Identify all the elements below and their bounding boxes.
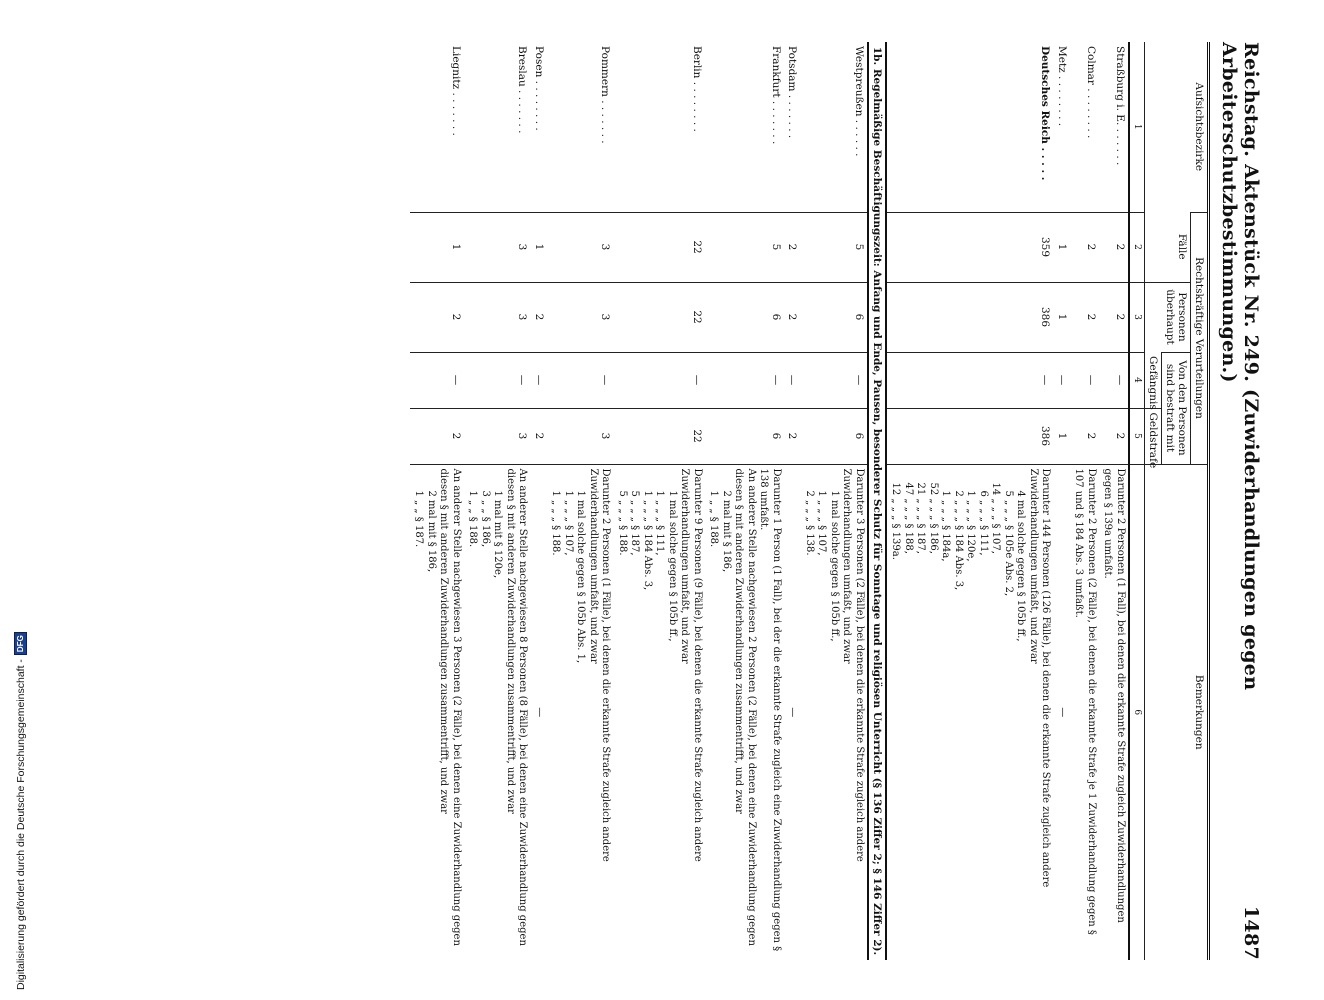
cell-personen: 3 [464, 282, 531, 352]
table-row [801, 42, 869, 960]
district-name: Straßburg i. E. . . . . . . [1114, 46, 1126, 166]
table-body-b [410, 42, 868, 960]
cell-personen: 2 [410, 282, 464, 352]
remark-line: An anderer Stelle nachgewiesen 8 Personen (8 Fälle), bei denen eine Zuwiderhandlung gegen diesen § mit anderen Zuwiderhandlungen zusammentrifft, und zwar [505, 468, 529, 946]
header-personen: Personen überhaupt [1145, 282, 1191, 352]
table-row [614, 42, 706, 960]
cell-personen: 6 [705, 282, 784, 352]
cell-faelle: 1 [531, 212, 548, 282]
cell-personen: 2 [1070, 282, 1099, 352]
cell-faelle: 5 [801, 212, 869, 282]
header-faelle: Fälle [1145, 212, 1191, 282]
cell-faelle: 1 [410, 212, 464, 282]
cell-personen: 2 [784, 282, 801, 352]
cell-personen: 2 [1099, 282, 1129, 352]
district-name: Frankfurt . . . . . . . [770, 46, 782, 145]
remark-line: 1 „ „ § 187. [413, 490, 425, 548]
cell-faelle: 22 [614, 212, 706, 282]
remark-line: 1 „ „ § 188. [467, 490, 479, 548]
cell-gefaengnis: — [547, 352, 614, 408]
remark-line: 2 mal mit § 186, [426, 490, 437, 573]
table-body-a [886, 42, 1129, 960]
table-row [464, 42, 531, 960]
cell-faelle: 1 [1054, 212, 1071, 282]
remark-line: Darunter 2 Personen (1 Fall), bei denen die erkannte Strafe zugleich Zuwiderhandlungen gegen § 139a umfaßt. [1102, 468, 1126, 923]
cell-gefaengnis: — [705, 352, 784, 408]
page-title: Reichstag. Aktenstück Nr. 249. (Zuwiderhandlungen gegen Arbeiterschutzbestimmungen.) [1218, 42, 1262, 691]
remarks-cell [410, 464, 464, 960]
remark-line: 6 „ „ „ § 111, [978, 490, 989, 556]
remark-line: 47 „ „ „ § 188, [903, 482, 914, 554]
remark-line: 5 „ „ „ § 105e Abs. 2, [1003, 490, 1014, 597]
column-number: 3 [1129, 282, 1145, 352]
cell-gefaengnis: — [1054, 352, 1071, 408]
remarks-cell [705, 464, 784, 960]
section-b-header [868, 42, 886, 960]
column-number: 6 [1129, 464, 1145, 960]
district-name: Deutsches Reich . . . . . [1039, 46, 1052, 181]
dfg-logo: DFG [14, 632, 27, 655]
column-numbers [1129, 42, 1145, 960]
remark-line: 5 „ „ „ § 188. [617, 490, 628, 556]
cell-personen: 22 [614, 282, 706, 352]
cell-geldstrafe: 22 [614, 408, 706, 464]
cell-personen: 2 [531, 282, 548, 352]
remarks-cell [1099, 464, 1129, 960]
district-name: Westpreußen . . . . . . [853, 46, 865, 157]
remark-line: 3 „ „ § 186, [480, 490, 491, 548]
cell-geldstrafe: 3 [464, 408, 531, 464]
header-geldstrafe: Geldstrafe [1145, 408, 1162, 464]
cell-faelle: 3 [547, 212, 614, 282]
district-name: Colmar . . . . . . . . [1085, 46, 1097, 139]
cell-geldstrafe: 1 [1054, 408, 1071, 464]
cell-geldstrafe: 3 [547, 408, 614, 464]
remark-line: 1 mal solche gegen § 105b Abs. 1, [575, 490, 587, 664]
remark-line: Darunter 1 Person (1 Fall), bei der die erkannte Strafe zugleich eine Zuwiderhandlung gegen § 138 umfaßt. [758, 468, 782, 952]
cell-gefaengnis: — [886, 352, 1054, 408]
cell-personen: 1 [1054, 282, 1071, 352]
remark-line: Darunter 144 Personen (126 Fälle), bei denen die erkannte Strafe zugleich andere Zuwiderhandlungen umfaßt, und zwar [1028, 468, 1052, 888]
header-gefaengnis: Gefängnis [1145, 352, 1162, 408]
cell-faelle: 359 [886, 212, 1054, 282]
cell-geldstrafe: 2 [1070, 408, 1099, 464]
cell-gefaengnis: — [801, 352, 869, 408]
cell-geldstrafe: 2 [531, 408, 548, 464]
cell-geldstrafe: 6 [705, 408, 784, 464]
cell-faelle: 3 [464, 212, 531, 282]
column-number: 5 [1129, 408, 1145, 464]
convictions-table [410, 42, 1207, 960]
cell-geldstrafe: 2 [784, 408, 801, 464]
page-header [1218, 42, 1262, 960]
remarks-cell [784, 464, 801, 960]
footer-credit [14, 632, 27, 990]
cell-personen: 6 [801, 282, 869, 352]
remark-line: 1 „ „ „ § 107, [563, 490, 574, 556]
header-rule [1207, 42, 1210, 960]
remark-line: 1 „ „ „ § 188. [550, 490, 562, 556]
remark-line: 14 „ „ „ § 107, [990, 482, 1002, 554]
table-row [1070, 42, 1099, 960]
remark-line: 12 „ „ „ § 139a. [890, 482, 902, 560]
table-row [410, 42, 464, 960]
remark-line: 2 „ „ „ § 138. [804, 490, 815, 556]
table-row [1054, 42, 1071, 960]
district-name: Potsdam . . . . . . . [786, 46, 799, 139]
remarks-cell [886, 464, 1054, 960]
cell-gefaengnis: — [784, 352, 801, 408]
remark-line: An anderer Stelle nachgewiesen 3 Personen (2 Fälle), bei denen eine Zuwiderhandlung gegen diesen § mit anderen Zuwiderhandlungen zusammentrifft, und zwar [438, 468, 462, 946]
header-bestraft-mit: Von den Personen sind bestraft mit [1162, 352, 1191, 464]
remark-line: — [787, 707, 799, 718]
cell-geldstrafe: 2 [410, 408, 464, 464]
remark-line: 1 mal solche gegen § 105b ff., [829, 490, 840, 642]
remark-line: — [1057, 707, 1068, 718]
district-name: Berlin . . . . . . . . [691, 46, 703, 132]
remark-line: 5 „ „ „ § 187, [629, 490, 641, 556]
column-number: 1 [1129, 42, 1145, 212]
table-row [705, 42, 784, 960]
cell-geldstrafe: 2 [1099, 408, 1129, 464]
cell-personen: 386 [886, 282, 1054, 352]
remark-line: 21 „ „ „ § 187, [915, 482, 927, 554]
remarks-cell [531, 464, 548, 960]
remarks-cell [547, 464, 614, 960]
table-row [784, 42, 801, 960]
cell-gefaengnis: — [1070, 352, 1099, 408]
district-name: Metz . . . . . . . . [1056, 46, 1068, 127]
remark-line: 1 „ „ „ § 184a, [940, 490, 952, 562]
remarks-cell [1070, 464, 1099, 960]
remark-line: 2 mal mit § 186, [721, 490, 732, 573]
remark-line: 1 mal mit § 120e, [492, 490, 504, 579]
remark-line: 52 „ „ „ § 186, [928, 482, 939, 554]
footer-text: Digitalisierung gefördert durch die Deutsche Forschungsgemeinschaft - [14, 659, 27, 990]
remark-line: Darunter 3 Personen (2 Fälle), bei denen die erkannte Strafe zugleich andere Zuwiderhandlungen umfaßt, und zwar [841, 468, 865, 862]
column-number: 4 [1129, 352, 1145, 408]
cell-faelle: 2 [784, 212, 801, 282]
remark-line: 1 mal solche gegen § 105b ff., [667, 490, 678, 642]
cell-faelle: 5 [705, 212, 784, 282]
district-name: Breslau . . . . . . . [516, 46, 529, 134]
remark-line: An anderer Stelle nachgewiesen 2 Personen (2 Fälle), bei denen eine Zuwiderhandlung gegen diesen § mit anderen Zuwiderhandlungen zusammentrifft, und zwar [733, 468, 757, 946]
header-aufsichtsbezirke: Aufsichtsbezirke [1145, 42, 1208, 212]
remark-line: 1 „ „ „ § 120e, [965, 490, 977, 562]
column-number: 2 [1129, 212, 1145, 282]
cell-gefaengnis: — [464, 352, 531, 408]
table-row [1099, 42, 1129, 960]
cell-geldstrafe: 6 [801, 408, 869, 464]
cell-gefaengnis: — [531, 352, 548, 408]
header-bemerkungen: Bemerkungen [1145, 464, 1208, 960]
remark-line: 1 „ „ „ § 111, [654, 490, 666, 556]
cell-faelle: 2 [1099, 212, 1129, 282]
page-number: 1487 [1240, 905, 1262, 960]
remark-line: Darunter 2 Personen (1 Fälle), bei denen die erkannte Strafe zugleich andere Zuwiderhandlungen umfaßt, und zwar [588, 468, 612, 862]
remarks-cell [801, 464, 869, 960]
remarks-cell [614, 464, 706, 960]
remarks-cell [464, 464, 531, 960]
table-row [886, 42, 1054, 960]
remark-line: 1 „ „ „ § 184 Abs. 3, [642, 490, 653, 591]
district-name: Liegnitz . . . . . . . [450, 46, 462, 136]
district-name: Pommern . . . . . . . [599, 46, 612, 144]
cell-gefaengnis: — [614, 352, 706, 408]
cell-geldstrafe: 386 [886, 408, 1054, 464]
remark-line: 4 mal solche gegen § 105b ff., [1015, 490, 1027, 642]
remark-line: Darunter 2 Personen (2 Fälle), bei denen die erkannte Strafe je 1 Zuwiderhandlung gegen § 107 und § 184 Abs. 3 umfaßt. [1073, 468, 1097, 935]
table-row [547, 42, 614, 960]
remark-line: — [534, 707, 545, 718]
remark-line: 1 „ „ „ § 107, [816, 490, 828, 556]
cell-gefaengnis: — [410, 352, 464, 408]
section-title: 1b. Regelmäßige Beschäftigungszeit: Anfang und Ende, Pausen, besonderer Schutz für Sonntage und religiösen Unterricht (§ 136 Ziffer 2; § 146 Ziffer 2). [868, 42, 886, 960]
remark-line: 1 „ „ § 188. [708, 490, 720, 548]
cell-gefaengnis: — [1099, 352, 1129, 408]
cell-faelle: 2 [1070, 212, 1099, 282]
cell-personen: 3 [547, 282, 614, 352]
remark-line: 2 „ „ „ § 184 Abs. 3, [953, 490, 964, 591]
remark-line: Darunter 9 Personen (9 Fälle), bei denen die erkannte Strafe zugleich andere Zuwiderhandlungen umfaßt, und zwar [679, 468, 703, 862]
table-row [531, 42, 548, 960]
district-name: Posen . . . . . . . . [533, 46, 545, 131]
remarks-cell [1054, 464, 1071, 960]
header-rechtskraeftige: Rechtskräftige Verurteilungen [1191, 212, 1208, 464]
